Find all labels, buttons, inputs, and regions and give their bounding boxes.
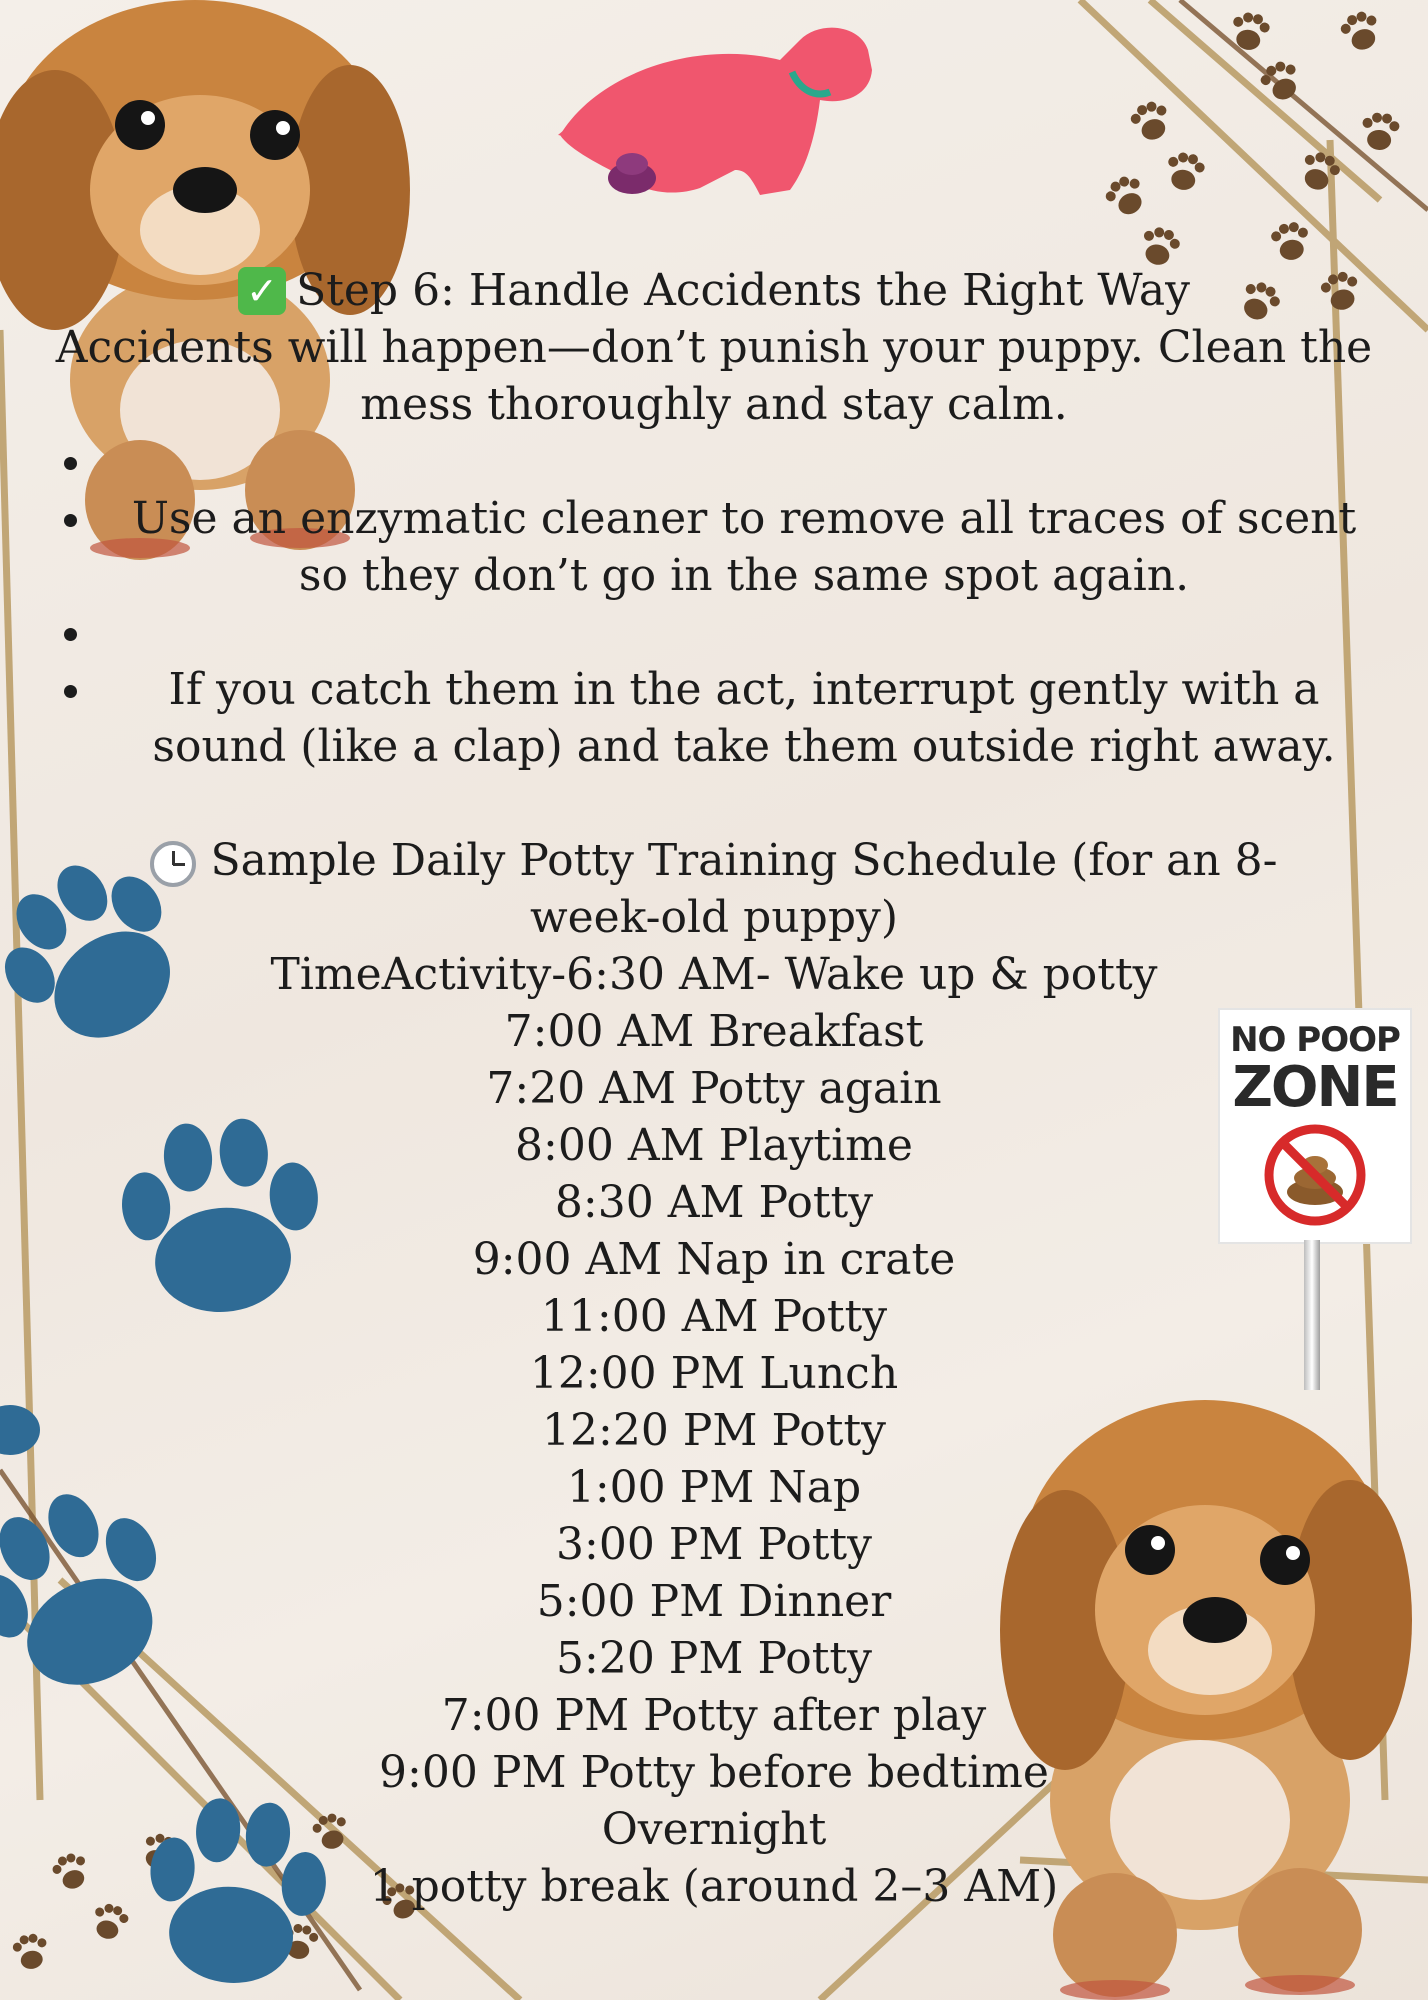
schedule-header: TimeActivity-6:30 AM- Wake up & potty (270, 949, 1158, 1000)
sign-line-1: NO POOP (1230, 1020, 1400, 1060)
clock-icon (150, 841, 196, 887)
schedule-item: 1:00 PM Nap (566, 1462, 862, 1513)
list-item: Use an enzymatic cleaner to remove all traces of scent so they don’t go in the same spot again. (40, 490, 1388, 604)
pooping-dog-illustration (558, 28, 872, 195)
schedule-item: 8:30 AM Potty (554, 1177, 874, 1228)
schedule-item: 1 potty break (around 2–3 AM) (369, 1861, 1059, 1912)
step-heading (40, 262, 1388, 319)
schedule-item: 7:20 AM Potty again (486, 1063, 942, 1114)
step-intro: Accidents will happen—don’t punish your puppy. Clean the mess thoroughly and stay calm. (55, 322, 1373, 430)
tips-list (40, 433, 1388, 775)
schedule-item: 9:00 AM Nap in crate (472, 1234, 956, 1285)
bullet-dot (64, 514, 77, 527)
schedule-item: 3:00 PM Potty (556, 1519, 872, 1570)
check-mark-icon: ✓ (238, 267, 286, 315)
list-item (40, 433, 1388, 490)
schedule-item: 7:00 AM Breakfast (504, 1006, 924, 1057)
schedule-item: Overnight (601, 1804, 827, 1855)
bullet-dot (64, 457, 77, 470)
main-content (40, 262, 1388, 1915)
schedule-item: 8:00 AM Playtime (515, 1120, 913, 1171)
schedule-item: 5:20 PM Potty (556, 1633, 872, 1684)
schedule-item: 5:00 PM Dinner (536, 1576, 892, 1627)
bullet-dot (64, 685, 77, 698)
step-title: Step 6: Handle Accidents the Right Way (296, 265, 1190, 316)
schedule-item: 11:00 AM Potty (540, 1291, 888, 1342)
bullet-dot (64, 628, 77, 641)
schedule-item: 9:00 PM Potty before bedtime (379, 1747, 1049, 1798)
schedule-item: 12:00 PM Lunch (529, 1348, 899, 1399)
list-item: If you catch them in the act, interrupt gently with a sound (like a clap) and take them outside right away. (40, 661, 1388, 775)
schedule-item: 12:20 PM Potty (542, 1405, 886, 1456)
schedule-title: Sample Daily Potty Training Schedule (for an 8-week-old puppy) (40, 832, 1388, 946)
sign-line-2: ZONE (1232, 1055, 1398, 1120)
schedule-list (40, 1003, 1388, 1915)
list-item (40, 604, 1388, 661)
schedule-item: 7:00 PM Potty after play (441, 1690, 987, 1741)
